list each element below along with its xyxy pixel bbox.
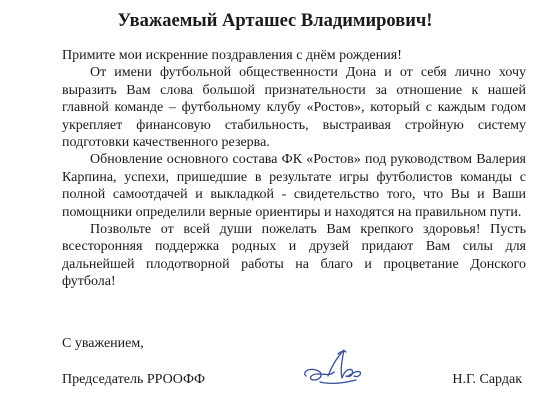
letter-body [62,47,526,291]
signatory-name: Н.Г. Сардак [452,372,522,387]
letter-title: Уважаемый Арташес Владимирович! [117,11,433,31]
handwritten-signature [298,346,366,392]
letter-paragraph: От имени футбольной общественности Дона и от себя лично хочу выразить Вам слова большой признательности за отношение к нашей главной команде – футбольному клубу «Ростов», который с каждым годом укрепляет финансовую стабильность, выстраивая стройную систему подготовки качественного резерва. [62,65,526,151]
letter-paragraph: Обновление основного состава ФК «Ростов» под руководством Валерия Карпина, успехи, пришедшие в результате игры футболистов команды с полной самоотдачей и выкладкой - свидетельство того, что Вы и Ваши помощники определили верные ориентиры и находятся на правильном пути. [62,152,526,220]
letter-closing: С уважением, [62,336,144,351]
letter-paragraph: Примите мои искренние поздравления с днём рождения! [62,48,402,63]
signatory-position: Председатель РРООФФ [62,372,206,387]
letter-paragraph: Позвольте от всей души пожелать Вам крепкого здоровья! Пусть всесторонняя поддержка родных и друзей придают Вам силы для дальнейшей плодотворной работы на благо и процветание Донского футбола! [62,222,526,290]
